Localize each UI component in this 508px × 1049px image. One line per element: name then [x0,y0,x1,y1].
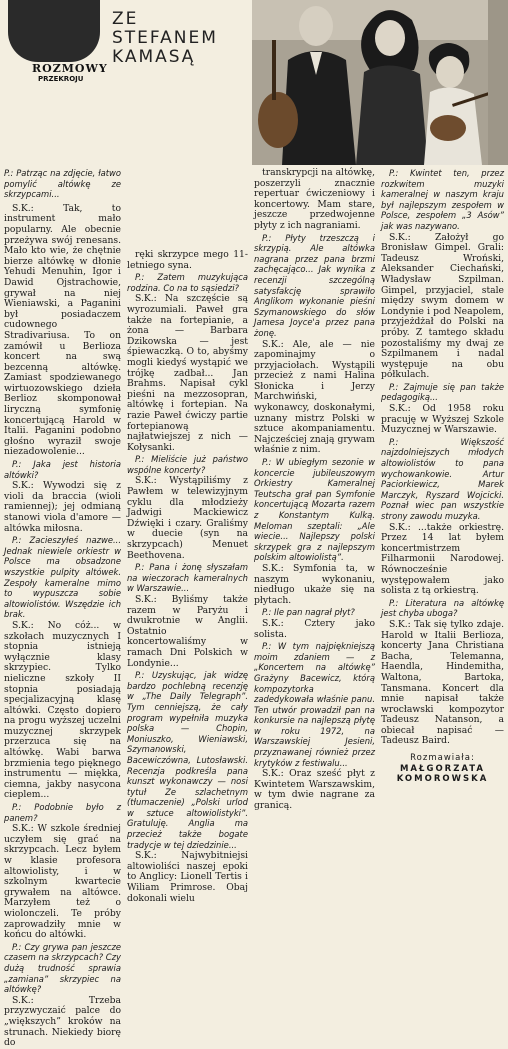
interview-question: P.: Zajmuje się pan także pedagogiką... [381,381,504,403]
interview-question: P.: Płyty trzeszczą i skrzypią. Ale altówka nagrana przez pana brzmi zachęcająco... Jak wynika z recenzji szczególną satysfakcję sprawiło Anglikom wykonanie pieśni Szymanowskiego do słów Jamesa Joyce'a przez pana żonę. [254,232,375,338]
logo-silhouette [8,0,100,62]
interview-answer: S.K.: Tak, to instrument mało popularny. Ale obecnie przeżywa swój renesans. Mało kto wie, że chętnie bierze altówkę w dłonie Yehudi Menuhin, Igor i Dawid Ojstrachowie, grywał na niej Wieniawski, a Paganini był posiadaczem cudownego Stradivariusa. To on zamówił u Berlioza koncert na swą bezcenną altówkę. Zamiast spodziewanego wirtuozowskiego dzieła Berlioz skomponował liryczną symfonię koncertującą Harold w Italii. Paganini podobno głośno wyraził swoje niezadowolenie... [4,202,121,458]
headline-line: ZE [112,9,139,29]
interview-answer: S.K.: Wywodzi się z violi da braccia (wioli ramiennej); jej odmianą stanowi viola d'amore — altówka miłosna. [4,480,121,534]
interview-answer: S.K.: Najwybitniejsi altowioliści naszej epoki to Anglicy: Lionell Tertis i Wiliam Primrose. Obaj dokonali wielu [127,850,248,904]
interview-answer: S.K.: Symfonia ta, w naszym wykonaniu, niedługo ukaże się na płytach. [254,562,375,606]
interview-question: P.: Podobnie było z panem? [4,802,121,823]
interview-answer: S.K.: Ale, ale — nie zapominajmy o przyjaciołach. Wystąpili przecież z nami Halina Słonicka i Jerzy Marchwiński, wykonawcy, doskonałymi, uznany mistrz Polski w sztuce akompaniamentu. Najcześciej znają grywam właśnie z nim. [254,338,375,456]
interview-question: P.: Większość najzdolniejszych młodych altowiolistów to pana wychowankowie. Artur Paciorkiewicz, Marek Marczyk, Ryszard Wojcicki. Poznał wiec pan wszystkie strony zawodu muzyka. [381,436,504,521]
interview-answer: ręki skrzypce mego 11-letniego syna. [127,249,248,271]
column-2-paragraphs [127,250,248,904]
column-4-paragraphs [381,168,504,747]
interview-answer: S.K.: W szkole średniej uczyłem się grać na skrzypcach. Lecz byłem w klasie profesora altowiolisty, i w szkolnym kwartecie grywałem na altówce. Marzyłem też o wiolonczeli. Te próby zaprowadziły mnie w końcu do altówki. [4,823,121,941]
interview-answer: S.K.: Tak się tylko zdaje. Harold w Italii Berlioza, koncerty Jana Christiana Bacha, Telemanna, Haendla, Hindemitha, Waltona, Bartoka, Tansmana. Koncert dla mnie napisał także wrocławski kompozytor Tadeusz Natanson, a obiecał napisać — Tadeusz Baird. [381,618,504,747]
article-headline [112,10,218,67]
headline-line: STEFANEM [112,28,218,48]
interview-question: P.: Uzyskując, jak widzę bardzo pochlebną recenzję w „The Daily Telegraph”. Tym cenniejszą, że cały program wypełniła muzyka polska — Chopin, Moniuszko, Wieniawski, Szymanowski, Bacewiczówna, Lutosławski. Recenzja podkreśla pana kunszt wykonawczy — nosi tytuł Ze szlachetnym (tłumaczenie) „Polski urlod w sztuce altowiolistyki”. Gratuluję. Anglia ma przecież także bogate tradycje w tej dziedzinie... [127,670,248,850]
photo-caption: P.: Patrząc na zdjęcie, łatwo pomylić altówkę ze skrzypcami... [4,168,121,200]
interview-answer: S.K.: Założył go Bronisław Gimpel. Grali: Tadeusz Wroński, Aleksander Ciechański, Władysław Szpilman. Gimpel, przyjaciel, stale między swym domem w Londynie i pod Neapolem, przyjeżdżał do Polski na próby. Z tamtego składu pozostaliśmy my dwaj ze Szpilmanem i nadal występuje na obu półkulach. [381,231,504,381]
logo-title: ROZMOWY [32,62,108,75]
credit-name: MAŁGORZATA KOMOROWSKA [396,763,489,785]
interview-question: P.: Jaka jest historia altówki? [4,459,121,480]
text-column-2 [127,249,248,904]
interview-question: P.: Pana i żonę słyszałam na wieczorach kameralnych w Warszawie... [127,562,248,594]
interview-question: P.: Zatem muzykująca rodzina. Co na to sąsiedzi? [127,272,248,293]
interview-answer: transkrypcji na altówkę, poszerzyli znacznie repertuar ćwiczeniowy i koncertowy. Mam stare, jeszcze przedwojenne płyty z ich nagraniami. [254,167,375,231]
interview-answer: S.K.: ...także orkiestrę. Przez 14 lat byłem koncertmistrzem Filharmonii Narodowej. Równocześnie występowałem jako solista z tą orkiestrą. [381,521,504,597]
text-column-4 [381,168,504,800]
text-column-3 [254,167,375,812]
logo-subtitle: PRZEKROJU [38,75,84,83]
interviewer-credit [381,753,504,785]
interview-answer: S.K.: Oraz sześć płyt z Kwintetem Warszawskim, w tym dwie nagrane za granicą. [254,768,375,812]
interview-question: P.: W tym najpiękniejszą moim zdaniem — z „Koncertem na altówkę” Grażyny Bacewicz, którą kompozytorka zadedykowała właśnie panu. Ten utwór prowadził pan na konkursie na najlepszą płytę w roku 1972, na Warszawskiej Jesieni, przyznawanej również przez krytyków z festiwalu... [254,641,375,768]
interview-answer: S.K.: Byliśmy także razem w Paryżu i dwukrotnie w Anglii. Ostatnio koncertowaliśmy w ramach Dni Polskich w Londynie... [127,594,248,669]
interview-answer: S.K.: Od 1958 roku pracuję w Wyższej Szkole Muzycznej w Warszawie. [381,403,504,436]
credit-label: Rozmawiała: [410,753,475,764]
interview-answer: S.K.: Na szczęście są wyrozumiali. Paweł gra także na fortepianie, a żona — Barbara Dzikowska — jest śpiewaczką. O to, abyśmy mogli kiedyś wystąpić we trójkę zadbał... Jan Brahms. Napisał cykl pieśni na mezzosopran, altówkę i fortepian. Na razie Paweł ćwiczy partie fortepianową najłatwiejszej z nich — Kołysanki. [127,293,248,453]
family-photo-image [252,0,508,165]
column-1-paragraphs [4,204,121,1049]
interview-question: P.: Ile pan nagrał płyt? [262,607,355,618]
article-header [0,0,508,165]
interview-question: P.: Czy grywa pan jeszcze czasem na skrzypcach? Czy dużą trudność sprawia „zamiana” skrzypiec na altówkę? [4,941,121,995]
rozmowy-logo [0,0,112,110]
interview-question: P.: Mieliście już państwo wspólne koncerty? [127,454,248,475]
interview-answer: S.K.: No cóż... w szkołach muzycznych I stopnia istnieją wyłącznie klasy skrzypiec. Tylko nieliczne szkoły II stopnia posiadają specjalizacyjną klasę altówki. Często dopiero na progu wyższej uczelni muzycznej skrzypek przerzuca się na altówkę. Wabi barwa brzmienia tego pięknego instrumentu — miękka, ciemna, jakby nasycona cieplem... [4,619,121,801]
interview-answer: S.K.: Trzeba przyzwyczaić palce do „większych” kroków na strunach. Niekiedy biorę do [4,994,121,1049]
interview-question: P.: Zacieszyłeś nazwe... Jednak niewiele orkiestr w Polsce ma obsadzone wszystkie pulpity altówek. Zespoły kameralne mimo to wypuszcza sobie altowiolistów. Wszędzie ich brak. [4,535,121,620]
interview-question: P.: Literatura na altówkę jest chyba uboga? [381,597,504,619]
family-photo [252,0,508,165]
column-3-paragraphs [254,168,375,812]
interview-answer: S.K.: Cztery jako solista. [254,617,375,640]
text-column-1 [4,168,121,1049]
headline-line: KAMASĄ [112,47,196,67]
interview-question: P.: W ubiegłym sezonie w koncercie jubileuszowym Orkiestry Kameralnej Teutscha grał pan Symfonie koncertującą Mozarta razem z Konstantym Kulką. Meloman szeptali: „Ale wiecie... Najlepszy polski skrzypek gra z najlepszym polskim altowiolistą”. [254,457,375,563]
interview-question: P.: Kwintet ten, przez rozkwitem muzyki kameralnej w naszym kraju był najlepszym zespołem w Polsce, zespołem „3 Asów” jak was nazywano. [381,168,504,231]
interview-answer: S.K.: Wystąpiliśmy z Pawłem w telewizyjnym cyklu dla młodzieży Jadwigi Mackiewicz Dźwięki i czary. Graliśmy w duecie (syn na skrzypcach) Menuet Beethovena. [127,475,248,561]
